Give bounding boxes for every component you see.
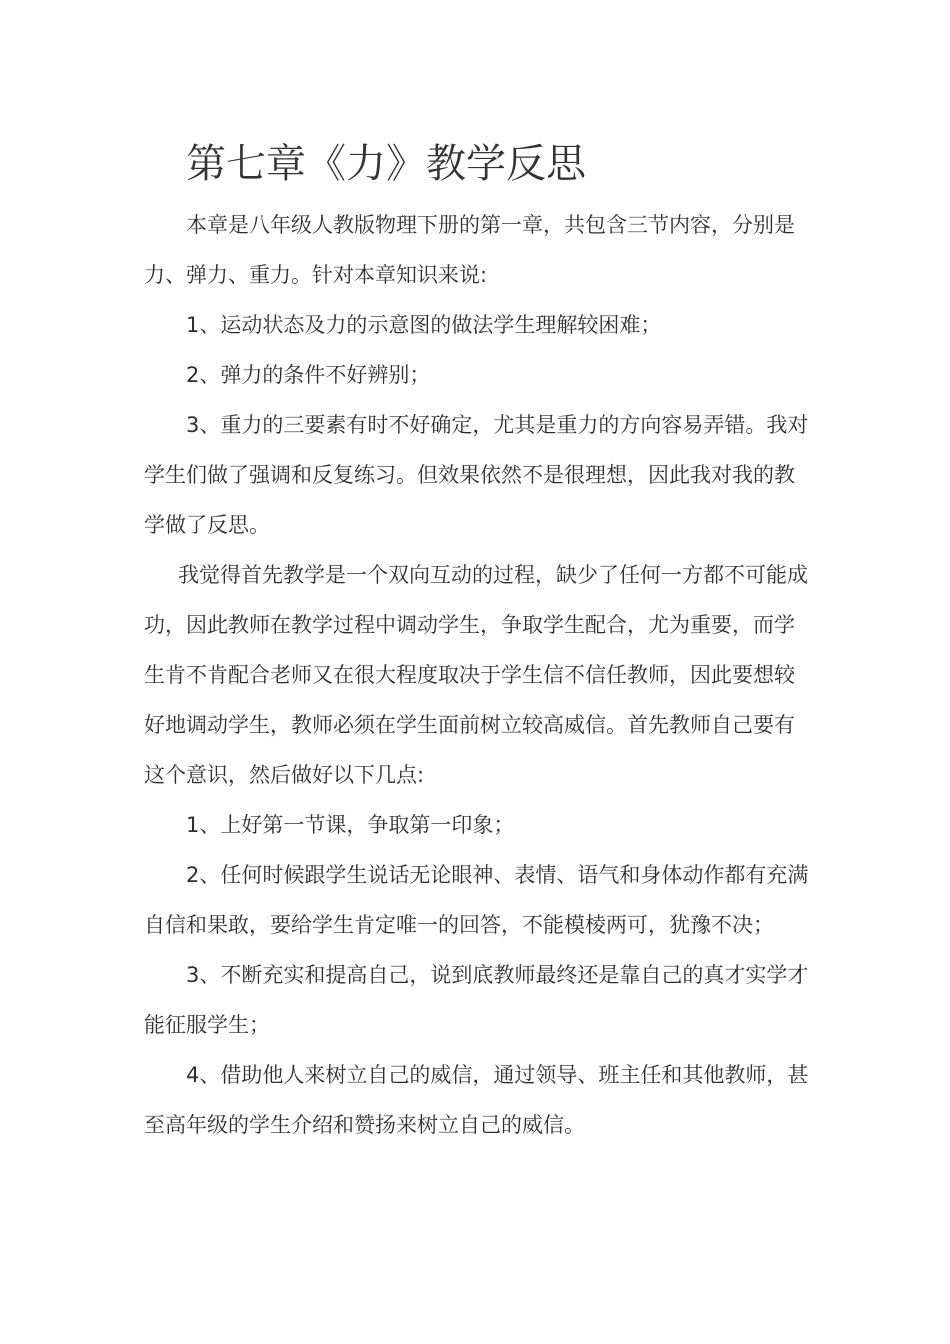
- document-title: 第七章《力》教学反思: [186, 141, 586, 187]
- paragraph-reflection: 我觉得首先教学是一个双向互动的过程，缺少了任何一方都不可能成功，因此教师在教学过程中调动学生，争取学生配合，尤为重要，而学生肯不肯配合老师又在很大程度取决于学生信不信任教师，因此要想较好地调动学生，教师必须在学生面前树立较高威信。首先教师自己要有这个意识，然后做好以下几点:: [144, 563, 808, 787]
- list-item-difficulty-3: 3、重力的三要素有时不好确定，尤其是重力的方向容易弄错。我对学生们做了强调和反复练习。但效果依然不是很理想，因此我对我的教学做了反思。: [144, 413, 809, 537]
- list-item-point-4: 4、借助他人来树立自己的威信，通过领导、班主任和其他教师，甚至高年级的学生介绍和赞扬来树立自己的威信。: [144, 1063, 809, 1137]
- list-item-difficulty-1: 1、运动状态及力的示意图的做法学生理解较困难；: [186, 313, 662, 337]
- list-item-point-2: 2、任何时候跟学生说话无论眼神、表情、语气和身体动作都有充满自信和果敢，要给学生肯定唯一的回答，不能模棱两可，犹豫不决；: [144, 863, 809, 937]
- list-item-difficulty-2: 2、弹力的条件不好辨别；: [186, 363, 431, 387]
- list-item-point-1: 1、上好第一节课，争取第一印象；: [186, 813, 515, 837]
- paragraph-intro: 本章是八年级人教版物理下册的第一章，共包含三节内容，分别是力、弹力、重力。针对本章知识来说:: [144, 213, 795, 287]
- list-item-point-3: 3、不断充实和提高自己，说到底教师最终还是靠自己的真才实学才能征服学生；: [144, 963, 809, 1037]
- document-body: [144, 200, 814, 1150]
